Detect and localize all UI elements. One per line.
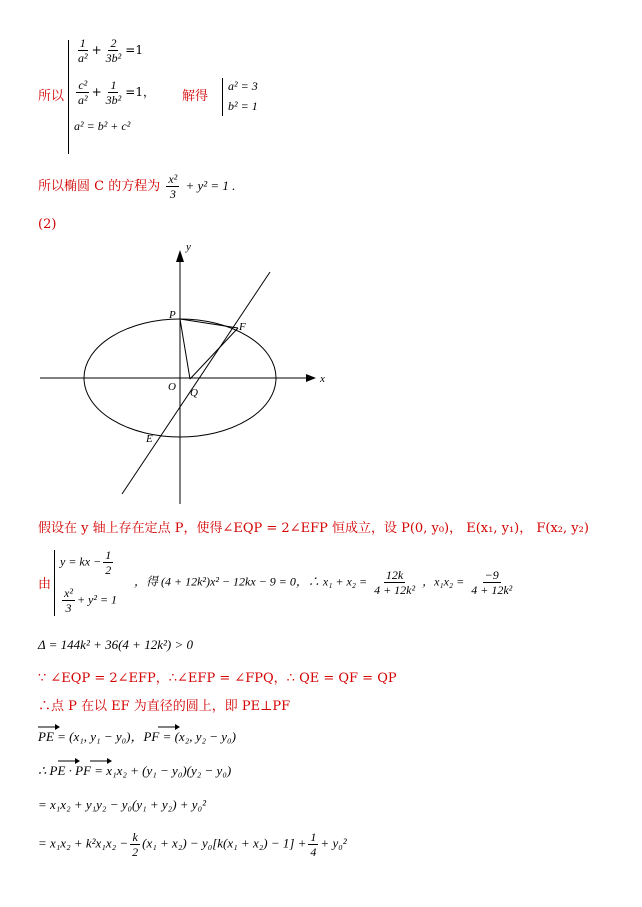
y-axis-arrow <box>176 250 184 262</box>
from-label: 由 <box>38 577 52 592</box>
solve-label: 解得 <box>182 89 209 104</box>
line-ef <box>122 272 270 494</box>
ellipse-equation: $\frac{\text{x²}}{3}$ + y² = 1 <box>64 586 118 615</box>
therefore-line: ∴点 P 在以 EF 为直径的圆上，即 PE⊥PF <box>38 699 291 714</box>
x-axis-arrow <box>306 374 316 382</box>
equation-1: $\frac{1}{\text{a²}}$ + $\frac{2}{\text{3b²}}$ =1 <box>78 36 143 65</box>
equation-3: a² = b² + c² <box>74 119 131 133</box>
part-2-label: (2) <box>38 217 57 232</box>
discriminant-line: Δ = 144k² + 36(4 + 12k²) > 0 <box>38 637 193 652</box>
segment-pq <box>180 319 190 379</box>
ellipse-equation-line: 所以椭圆 C 的方程为 $\frac{\text{x²}}{3}$ + y² = 1 . <box>38 172 236 201</box>
ellipse-figure <box>34 238 334 513</box>
point-e-label: E <box>146 433 153 445</box>
vector-arrows <box>38 724 198 732</box>
y-axis-label: y <box>186 241 191 253</box>
expansion-line-1: = x₁x₂ + y₁y₂ − y₀(y₁ + y₂) + y₀² <box>38 797 206 812</box>
left-brace <box>68 40 69 154</box>
solution-2: b² = 1 <box>228 99 258 113</box>
point-o-label: O <box>168 381 176 393</box>
because-line: ∵ ∠EQP = 2∠EFP，∴∠EFP = ∠FPQ，∴ QE = QF = QP <box>38 671 397 686</box>
vector-arrows-2 <box>58 758 128 766</box>
point-p-label: P <box>169 309 176 321</box>
system-of-equations-1 <box>38 36 298 158</box>
vectors-line: PE = (x₁, y₁ − y₀)，PF = (x₂, y₂ − y₀) <box>38 729 236 744</box>
quadratic-and-vieta: ，得 (4 + 12k²)x² − 12kx − 9 = 0，∴ x₁ + x₂ = $\frac{12k}{\text{4 + 12k²}}$ ，x₁x₂ = $\frac{-9}{\text{4 + 12k²}}$ <box>134 568 513 597</box>
segment-pf <box>180 319 238 328</box>
system-of-equations-2 <box>38 546 598 622</box>
dot-product-line: ∴ PE · PF = x₁x₂ + (y₁ − y₀)(y₂ − y₀) <box>38 763 232 778</box>
left-brace-2 <box>54 550 55 616</box>
x-axis-label: x <box>320 373 325 385</box>
line-equation: y = kx − $\frac{1}{2}$ <box>60 548 112 577</box>
point-f-label: F <box>239 321 246 333</box>
segment-qf <box>190 328 238 379</box>
expansion-line-2: = x₁x₂ + k²x₁x₂ − $\frac{k}{2}$ (x₁ + x₂) − y₀[k(x₁ + x₂) − 1] + $\frac{1}{4}$ + y₀² <box>38 830 347 859</box>
equation-2: $\frac{\text{c²}}{\text{a²}}$ + $\frac{1}{\text{3b²}}$ =1， <box>78 78 155 107</box>
solution-brace <box>222 78 223 116</box>
assumption-line: 假设在 y 轴上存在定点 P，使得∠EQP = 2∠EFP 恒成立，设 P(0, y₀)， E(x₁, y₁)， F(x₂, y₂) <box>38 521 589 536</box>
so-label: 所以 <box>38 89 65 104</box>
point-q-label: Q <box>190 387 198 399</box>
solution-1: a² = 3 <box>228 79 258 93</box>
